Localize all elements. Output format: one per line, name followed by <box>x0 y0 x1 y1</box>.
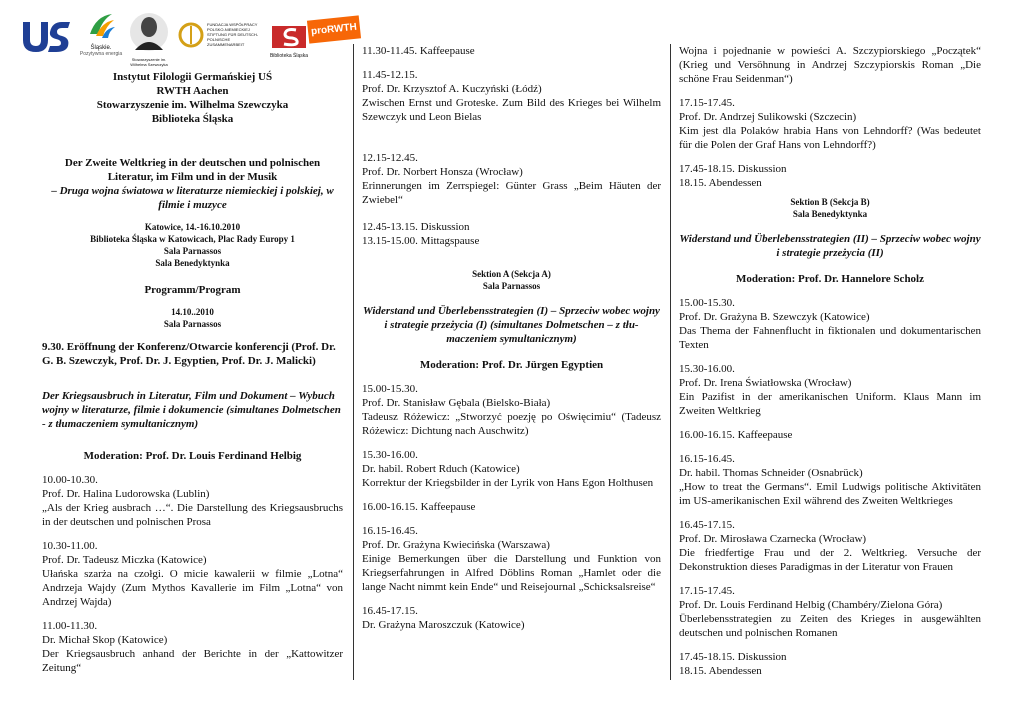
talk-item <box>42 619 343 675</box>
talk-title: Zwischen Ernst und Groteske. Zum Bild des Krieges bei Wilhelm Szewczyk und Leon Bielas <box>362 97 661 123</box>
venue-line: Sala Benedyktynka <box>155 258 230 268</box>
talk-title: „How to treat the Germans“. Emil Ludwigs politische Aktivitäten im US-amerikanischen Exil während des Zweiten Weltkrieges <box>679 481 981 507</box>
talk-speaker: Dr. Grażyna Maroszczuk (Katowice) <box>362 619 525 631</box>
talk-item <box>362 604 661 632</box>
institution-line: Biblioteka Śląska <box>151 113 234 125</box>
column-right <box>671 0 1001 724</box>
talk-title: Ein Pazifist in der amerikanischen Uniform. Klaus Mann im Zweiten Weltkrieg <box>679 391 981 417</box>
column-middle <box>353 0 671 724</box>
fundacja-text: FUNDACJA WSPÓŁPRACY POLSKO-NIEMIECKIEJ STIFTUNG FÜR DEUTSCH-POLNISCHE ZUSAMMENARBEIT <box>207 22 259 47</box>
talk-speaker: Prof. Dr. Tadeusz Miczka (Katowice) <box>42 554 207 566</box>
talk-title: Ułańska szarża na czołgi. O micie kawalerii w filmie „Lotna“ Andrzeja Wajdy (Zum Mythos Kavallerie im Film „Lotna“ von Andrzej Wajda) <box>42 568 343 608</box>
programm-heading: Programm/Program <box>144 284 241 296</box>
talk-speaker: Prof. Dr. Mirosława Czarnecka (Wrocław) <box>679 533 867 545</box>
talk-title: Kim jest dla Polaków hrabia Hans von Lehndorff? (Was bedeutet für die Polen der Graf Hans von Lehndorff?) <box>679 125 981 151</box>
day-room: Sala Parnassos <box>163 319 222 329</box>
section-room: Sala Benedyktynka <box>792 209 868 219</box>
talk-time: 15.30-16.00. <box>362 449 418 461</box>
talk-time: 15.30-16.00. <box>679 363 735 375</box>
talk-title: Das Thema der Fahnenflucht in fiktionalen und dokumentarischen Texten <box>679 325 981 351</box>
institution-line: Instytut Filologii Germańskiej UŚ <box>112 71 273 83</box>
talk-time: 15.00-15.30. <box>362 383 418 395</box>
moderation-line: Moderation: Prof. Dr. Louis Ferdinand Helbig <box>83 450 302 462</box>
institution-line: RWTH Aachen <box>156 85 229 97</box>
section-room: Sala Parnassos <box>482 281 541 291</box>
lunch-break: 13.15-15.00. Mittagspause <box>362 235 480 247</box>
talk-title-continued: Wojna i pojednanie w powieści A. Szczypiorskiego „Początek“ (Krieg und Versöhnung in Andrzej Szczypiorskis Roman „Die schöne Frau Seidenman“) <box>679 45 981 85</box>
talk-speaker: Prof. Dr. Halina Ludorowska (Lublin) <box>42 488 210 500</box>
prorwth-text: proRWTH <box>307 15 361 43</box>
talk-item <box>679 96 981 152</box>
section-heading: Sektion B (Sekcja B) <box>790 197 870 207</box>
venue-line: Katowice, 14.-16.10.2010 <box>144 222 241 232</box>
talk-time: 17.15-17.45. <box>679 97 735 109</box>
talk-title: Überlebensstrategien zu Zeiten des Krieges in ausgewählten deutschen und polnischen Romanen <box>679 613 981 639</box>
session-title: Widerstand und Überlebensstrategien (II) – Sprzeciw wobec wojny i strategie przeżycia (II) <box>679 233 981 259</box>
talk-title: „Als der Krieg ausbrach …“. Die Darstellung des Kriegsausbruchs in der deutschen und polnischen Prosa <box>42 502 343 528</box>
talk-time: 12.15-12.45. <box>362 152 418 164</box>
talk-title: Korrektur der Kriegsbilder in der Lyrik von Hans Egon Holthusen <box>362 477 654 489</box>
talk-speaker: Dr. habil. Robert Rduch (Katowice) <box>362 463 520 475</box>
dinner: 18.15. Abendessen <box>679 177 762 189</box>
day-date: 14.10..2010 <box>171 307 214 317</box>
talk-item <box>42 473 343 529</box>
talk-speaker: Dr. habil. Thomas Schneider (Osnabrück) <box>679 467 863 479</box>
moderation-line: Moderation: Prof. Dr. Hannelore Scholz <box>736 273 924 285</box>
coffee-break: 11.30-11.45. Kaffeepause <box>362 45 475 57</box>
talk-item <box>679 452 981 508</box>
conference-title-pl: – Druga wojna światowa w literaturze niemieckiej i polskiej, w filmie i muzyce <box>51 185 334 211</box>
coffee-break: 16.00-16.15. Kaffeepause <box>679 429 793 441</box>
talk-speaker: Prof. Dr. Grażyna B. Szewczyk (Katowice) <box>679 311 870 323</box>
talk-time: 10.00-10.30. <box>42 474 98 486</box>
talk-time: 17.15-17.45. <box>679 585 735 597</box>
talk-time: 10.30-11.00. <box>42 540 98 552</box>
opening-session: 9.30. Eröffnung der Konferenz/Otwarcie konferencji (Prof. Dr. G. B. Szewczyk, Prof. Dr. J. Egyptien, Prof. Dr. J. Malicki) <box>42 341 336 367</box>
talk-time: 16.45-17.15. <box>362 605 418 617</box>
talk-item <box>362 448 661 490</box>
venue-block <box>42 221 343 269</box>
institutions-block <box>42 70 343 126</box>
talk-speaker: Prof. Dr. Andrzej Sulikowski (Szczecin) <box>679 111 857 123</box>
talk-title: Der Kriegsausbruch anhand der Berichte in der „Kattowitzer Zeitung“ <box>42 648 343 674</box>
column-left <box>0 0 353 724</box>
talk-speaker: Prof. Dr. Irena Światłowska (Wrocław) <box>679 377 852 389</box>
talk-item <box>679 362 981 418</box>
institution-line: Stowarzyszenie im. Wilhelma Szewczyka <box>96 99 289 111</box>
talk-title: Einige Bemerkungen über die Darstellung und Funktion von Kriegserfahrungen in Alfred Döblins Roman „Hamlet oder die lange Nacht nimmt kein Ende“ und Reisejournal „Schicksalsreise“ <box>362 553 661 593</box>
talk-speaker: Prof. Dr. Grażyna Kwiecińska (Warszawa) <box>362 539 550 551</box>
talk-time: 16.15-16.45. <box>679 453 735 465</box>
talk-title: Die friedfertige Frau und der 2. Weltkrieg. Versuche der Dekonstruktion dieses Paradigmas in der Literatur von Frauen <box>679 547 981 573</box>
moderation-line: Moderation: Prof. Dr. Jürgen Egyptien <box>419 359 604 371</box>
coffee-break: 16.00-16.15. Kaffeepause <box>362 501 476 513</box>
discussion: 12.45-13.15. Diskussion <box>362 221 470 233</box>
talk-item <box>679 584 981 640</box>
talk-speaker: Prof. Dr. Louis Ferdinand Helbig (Chambéry/Zielona Góra) <box>679 599 943 611</box>
talk-time: 16.15-16.45. <box>362 525 418 537</box>
talk-item <box>362 151 661 207</box>
discussion: 17.45-18.15. Diskussion <box>679 163 787 175</box>
dinner: 18.15. Abendessen <box>679 665 762 677</box>
session-title: Widerstand und Überlebensstrategien (I) – Sprzeciw wobec wojny i strategie przeżycia (I) (simultanes Dolmetschen – z tłu-maczeniem symultanicznym) <box>363 305 660 345</box>
talk-item <box>362 382 661 438</box>
conference-title-de: Der Zweite Weltkrieg in der deutschen und polnischen Literatur, im Film und in der Musik <box>64 157 321 183</box>
talk-time: 11.45-12.15. <box>362 69 418 81</box>
talk-speaker: Prof. Dr. Stanisław Gębala (Bielsko-Biała) <box>362 397 551 409</box>
talk-time: 16.45-17.15. <box>679 519 735 531</box>
talk-item <box>679 518 981 574</box>
slaskie-subcaption: Pozytywna energia <box>79 51 123 57</box>
szewczyk-caption: Stowarzyszenie im. Wilhelma Szewczyka <box>130 57 168 67</box>
talk-time: 15.00-15.30. <box>679 297 735 309</box>
section-heading: Sektion A (Sekcja A) <box>472 269 551 279</box>
talk-item <box>362 68 661 124</box>
discussion: 17.45-18.15. Diskussion <box>679 651 787 663</box>
talk-title: Erinnerungen im Zerrspiegel: Günter Grass „Beim Häuten der Zwiebel“ <box>362 180 661 206</box>
slaskie-caption: Śląskie. <box>90 45 112 51</box>
talk-title: Tadeusz Różewicz: „Stworzyć poezję po Oświęcimiu“ (Tadeusz Różewicz: Dichtung nach Auschwitz) <box>362 411 661 437</box>
talk-speaker: Dr. Michał Skop (Katowice) <box>42 634 168 646</box>
talk-item <box>362 524 661 594</box>
talk-item <box>679 296 981 352</box>
venue-line: Biblioteka Śląska w Katowicach, Plac Rady Europy 1 <box>90 234 295 244</box>
talk-item <box>42 539 343 609</box>
venue-line: Sala Parnassos <box>163 246 222 256</box>
talk-time: 11.00-11.30. <box>42 620 98 632</box>
talk-speaker: Prof. Dr. Krzysztof A. Kuczyński (Łódź) <box>362 83 542 95</box>
biblioteka-caption: Biblioteka Śląska <box>269 53 309 59</box>
session-title: Der Kriegsausbruch in Literatur, Film und Dokument – Wybuch wojny w literaturze, filmie i dokumencie (simultanes Dolmetschen - z tłumaczeniem symultanicznym) <box>42 390 341 430</box>
talk-speaker: Prof. Dr. Norbert Honsza (Wrocław) <box>362 166 523 178</box>
